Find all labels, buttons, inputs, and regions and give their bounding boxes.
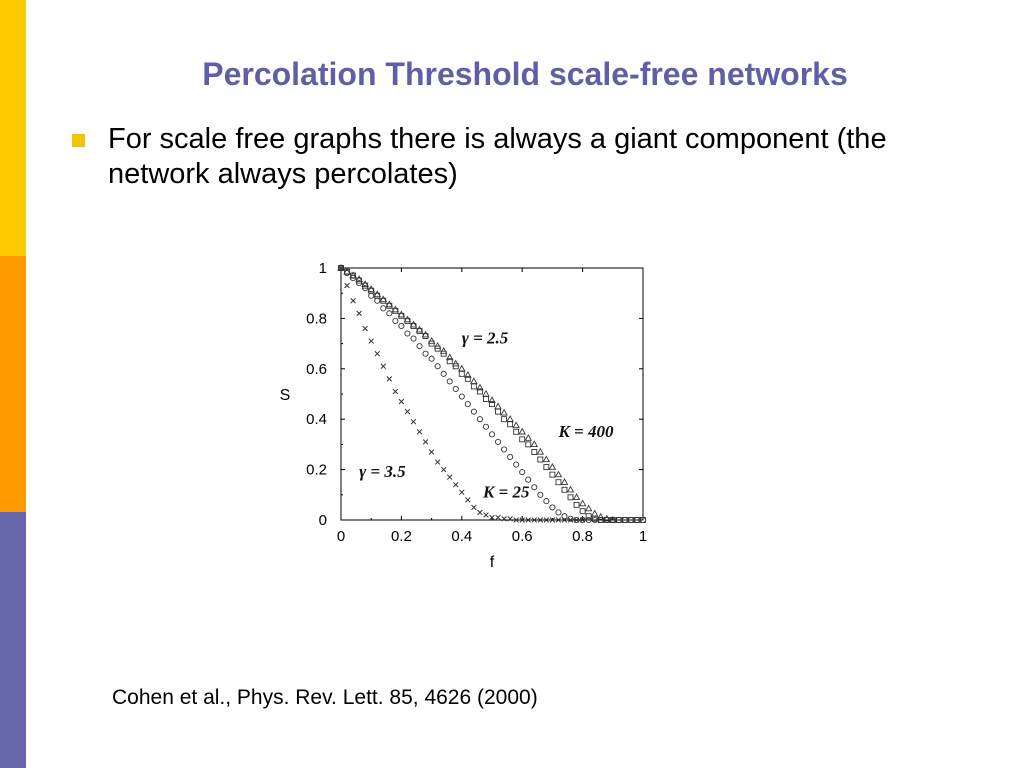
point-circle: [538, 492, 543, 497]
point-square: [556, 480, 561, 485]
point-square: [532, 449, 537, 454]
y-tick-label: 1: [318, 260, 327, 277]
point-square: [496, 409, 501, 414]
point-square: [508, 422, 513, 427]
point-circle: [399, 323, 404, 328]
bullet-text: For scale free graphs there is always a giant component (the network always percolates): [108, 123, 887, 190]
x-tick-label: 0.2: [390, 528, 412, 545]
point-circle: [483, 424, 488, 429]
y-tick-label: 0: [318, 512, 327, 529]
point-circle: [429, 356, 434, 361]
point-circle: [405, 331, 410, 336]
point-triangle: [435, 343, 441, 348]
x-axis-label: f: [489, 554, 495, 571]
point-x: [496, 515, 501, 520]
point-circle: [375, 298, 380, 303]
percolation-chart: [272, 250, 672, 580]
point-triangle: [507, 416, 513, 421]
point-circle: [435, 364, 440, 369]
point-triangle: [549, 464, 555, 469]
point-circle: [411, 336, 416, 341]
citation: Cohen et al., Phys. Rev. Lett. 85, 4626 (2000): [112, 686, 538, 709]
point-triangle: [513, 422, 519, 427]
point-triangle: [525, 435, 531, 440]
point-x: [375, 351, 380, 356]
point-circle: [471, 409, 476, 414]
point-triangle: [429, 338, 435, 343]
point-circle: [520, 470, 525, 475]
point-triangle: [501, 410, 507, 415]
point-x: [399, 399, 404, 404]
point-x: [369, 339, 374, 344]
point-square: [483, 397, 488, 402]
point-circle: [562, 514, 567, 519]
point-square: [562, 487, 567, 492]
sidebar-segment-orange: [0, 256, 26, 512]
point-x: [345, 283, 350, 288]
x-tick-label: 0: [336, 528, 346, 545]
point-circle: [489, 432, 494, 437]
point-triangle: [531, 441, 537, 446]
point-triangle: [592, 511, 598, 516]
point-triangle: [537, 449, 543, 454]
point-x: [453, 482, 458, 487]
point-circle: [556, 510, 561, 515]
point-triangle: [561, 479, 567, 484]
point-circle: [447, 379, 452, 384]
point-triangle: [471, 378, 477, 383]
point-triangle: [574, 494, 580, 499]
point-square: [568, 495, 573, 500]
point-triangle: [555, 471, 561, 476]
point-square: [544, 465, 549, 470]
sidebar-segment-purple: [0, 512, 26, 768]
x-tick-label: 0.6: [511, 528, 533, 545]
chart-annotation: K = 400: [558, 421, 614, 441]
point-x: [351, 298, 356, 303]
sidebar-segment-yellow: [0, 0, 26, 256]
point-square: [471, 384, 476, 389]
x-tick-label: 0.8: [572, 528, 594, 545]
point-x: [441, 467, 446, 472]
point-square: [502, 417, 507, 422]
point-x: [363, 326, 368, 331]
point-circle: [459, 394, 464, 399]
point-circle: [508, 454, 513, 459]
point-x: [447, 475, 452, 480]
chart-annotation: γ = 2.5: [461, 328, 509, 348]
point-triangle: [519, 429, 525, 434]
point-triangle: [459, 366, 465, 371]
point-square: [459, 371, 464, 376]
point-circle: [369, 293, 374, 298]
point-x: [435, 460, 440, 465]
point-circle: [441, 371, 446, 376]
point-circle: [550, 505, 555, 510]
x-tick-label: 1: [638, 528, 648, 545]
point-square: [514, 429, 519, 434]
point-x: [387, 376, 392, 381]
point-x: [465, 497, 470, 502]
point-circle: [381, 306, 386, 311]
point-x: [484, 513, 489, 518]
point-x: [459, 490, 464, 495]
point-x: [417, 429, 422, 434]
point-circle: [387, 311, 392, 316]
point-x: [471, 505, 476, 510]
point-circle: [393, 318, 398, 323]
chart-svg: [272, 250, 672, 580]
point-circle: [477, 417, 482, 422]
point-triangle: [483, 391, 489, 396]
sidebar-accent-bar: [0, 0, 26, 768]
point-circle: [417, 344, 422, 349]
point-x: [423, 439, 428, 444]
y-tick-label: 0.8: [306, 310, 327, 328]
point-circle: [465, 401, 470, 406]
y-axis-label: S: [279, 387, 291, 404]
x-tick-label: 0.4: [451, 528, 473, 545]
point-triangle: [598, 514, 604, 519]
point-x: [478, 510, 483, 515]
point-triangle: [568, 487, 574, 492]
point-x: [429, 450, 434, 455]
point-triangle: [453, 361, 459, 366]
point-square: [550, 472, 555, 477]
point-x: [381, 364, 386, 369]
point-circle: [501, 447, 506, 452]
point-x: [411, 419, 416, 424]
point-triangle: [495, 403, 501, 408]
y-tick-label: 0.6: [306, 360, 327, 378]
slide-title: Percolation Threshold scale-free networks: [202, 56, 848, 92]
point-triangle: [543, 456, 549, 461]
y-tick-label: 0.2: [306, 461, 327, 479]
point-circle: [423, 351, 428, 356]
point-circle: [514, 462, 519, 467]
point-square: [526, 442, 531, 447]
point-triangle: [580, 500, 586, 505]
point-circle: [544, 499, 549, 504]
point-triangle: [441, 348, 447, 353]
point-square: [520, 437, 525, 442]
point-circle: [532, 485, 537, 490]
point-triangle: [586, 505, 592, 510]
point-square: [580, 509, 585, 514]
point-x: [357, 311, 362, 316]
point-square: [574, 502, 579, 507]
point-square: [538, 457, 543, 462]
point-x: [405, 409, 410, 414]
bullet-square-icon: [72, 134, 85, 147]
y-tick-label: 0.4: [306, 411, 327, 429]
point-x: [393, 389, 398, 394]
chart-annotation: γ = 3.5: [359, 462, 406, 482]
point-circle: [495, 439, 500, 444]
point-circle: [453, 386, 458, 391]
chart-annotation: K = 25: [482, 482, 530, 502]
